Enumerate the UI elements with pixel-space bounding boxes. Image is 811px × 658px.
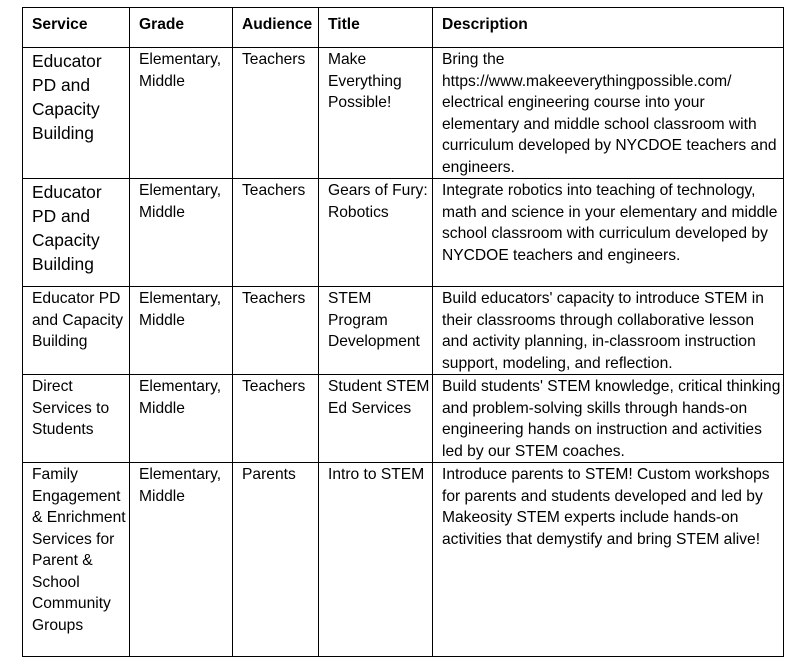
services-table [22, 7, 784, 657]
cell-audience: Parents [233, 463, 319, 657]
cell-title: Student STEM Ed Services [319, 375, 433, 463]
cell-audience: Teachers [233, 48, 319, 179]
header-grade: Grade [130, 8, 233, 48]
table-row [23, 48, 784, 179]
cell-description: Integrate robotics into teaching of technology, math and science in your elementary and middle school classroom with curriculum developed by NYCDOE teachers and engineers. [433, 179, 784, 287]
cell-service: Family Engagement & Enrichment Services for Parent & School Community Groups [23, 463, 130, 657]
cell-title: STEM Program Development [319, 287, 433, 375]
table-row [23, 179, 784, 287]
header-audience: Audience [233, 8, 319, 48]
cell-service: Educator PD and Capacity Building [23, 287, 130, 375]
header-service: Service [23, 8, 130, 48]
header-title: Title [319, 8, 433, 48]
table-row [23, 375, 784, 463]
cell-description: Build educators' capacity to introduce STEM in their classrooms through collaborative lesson and activity planning, in-classroom instruction support, modeling, and reflection. [433, 287, 784, 375]
cell-grade: Elementary, Middle [130, 179, 233, 287]
cell-title: Intro to STEM [319, 463, 433, 657]
cell-description: Introduce parents to STEM! Custom workshops for parents and students developed and led by Makeosity STEM experts include hands-on activities that demystify and bring STEM alive! [433, 463, 784, 657]
cell-audience: Teachers [233, 287, 319, 375]
cell-grade: Elementary, Middle [130, 287, 233, 375]
cell-audience: Teachers [233, 375, 319, 463]
cell-service: Educator PD and Capacity Building [23, 48, 130, 179]
cell-grade: Elementary, Middle [130, 48, 233, 179]
cell-description: Build students' STEM knowledge, critical thinking and problem-solving skills through hands-on engineering hands on instruction and activities led by our STEM coaches. [433, 375, 784, 463]
cell-service: Direct Services to Students [23, 375, 130, 463]
cell-service: Educator PD and Capacity Building [23, 179, 130, 287]
cell-description: Bring the https://www.makeeverythingpossible.com/ electrical engineering course into your elementary and middle school classroom with curriculum developed by NYCDOE teachers and engineers. [433, 48, 784, 179]
header-description: Description [433, 8, 784, 48]
cell-audience: Teachers [233, 179, 319, 287]
cell-grade: Elementary, Middle [130, 463, 233, 657]
cell-grade: Elementary, Middle [130, 375, 233, 463]
table-header-row [23, 8, 784, 48]
table-row [23, 463, 784, 657]
cell-title: Gears of Fury: Robotics [319, 179, 433, 287]
cell-title: Make Everything Possible! [319, 48, 433, 179]
table-row [23, 287, 784, 375]
